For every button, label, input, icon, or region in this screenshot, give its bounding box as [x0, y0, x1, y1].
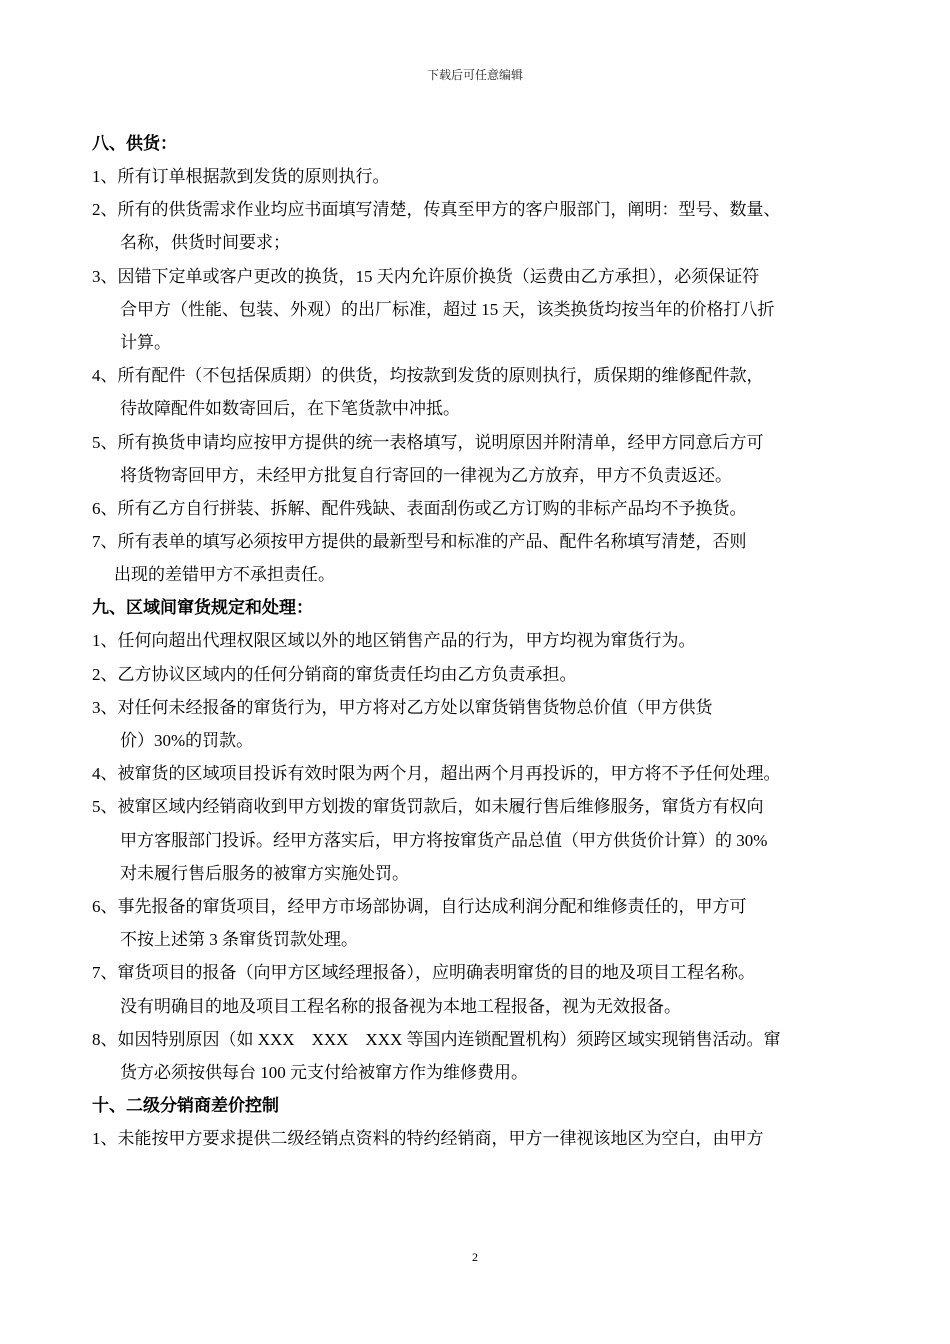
- item-line: 将货物寄回甲方，未经甲方批复自行寄回的一律视为乙方放弃，甲方不负责返还。: [120, 465, 732, 485]
- item-line: 8、如因特别原因（如 XXX XXX XXX 等国内连锁配置机构）须跨区域实现销售活动。窜: [92, 1029, 781, 1049]
- item-line: 6、所有乙方自行拼装、拆解、配件残缺、表面刮伤或乙方订购的非标产品均不予换货。: [92, 498, 747, 518]
- section-10-items: [92, 1127, 870, 1151]
- list-item: [92, 165, 870, 189]
- section-heading-8: 八、供货：: [92, 134, 177, 153]
- section-9-items: [92, 629, 870, 1084]
- section-heading-10: 十、二级分销商差价控制: [92, 1096, 279, 1116]
- item-line: 出现的差错甲方不承担责任。: [114, 565, 335, 585]
- list-item: [92, 1127, 870, 1151]
- item-line: 7、窜货项目的报备（向甲方区域经理报备），应明确表明窜货的目的地及项目工程名称。: [92, 963, 755, 983]
- list-item: [92, 198, 870, 255]
- item-line: 3、对任何未经报备的窜货行为，甲方将对乙方处以窜货销售货物总价值（甲方供货: [92, 697, 713, 717]
- item-line: 4、所有配件（不包括保质期）的供货，均按款到发货的原则执行，质保期的维修配件款，: [92, 366, 764, 386]
- list-item: [92, 265, 870, 355]
- item-line: 对未履行售后服务的被窜方实施处罚。: [120, 863, 409, 883]
- list-item: [92, 696, 870, 753]
- item-line: 6、事先报备的窜货项目，经甲方市场部协调，自行达成利润分配和维修责任的，甲方可: [92, 896, 747, 916]
- item-line: 7、所有表单的填写必须按甲方提供的最新型号和标准的产品、配件名称填写清楚，否则: [92, 532, 747, 552]
- item-line: 1、所有订单根据款到发货的原则执行。: [92, 167, 390, 186]
- item-line: 合甲方（性能、包装、外观）的出厂标准，超过 15 天，该类换货均按当年的价格打八折: [120, 299, 775, 319]
- list-item: [92, 895, 870, 952]
- page-number: 2: [472, 1250, 478, 1264]
- section-heading-9: 九、区域间窜货规定和处理：: [92, 598, 313, 618]
- list-item: [92, 795, 870, 885]
- list-item: [92, 364, 870, 421]
- list-item: [92, 663, 870, 687]
- item-line: 5、被窜区域内经销商收到甲方划拨的窜货罚款后，如未履行售后维修服务，窜货方有权向: [92, 797, 764, 817]
- list-item: [92, 629, 870, 653]
- list-item: [92, 961, 870, 1018]
- item-line: 5、所有换货申请均应按甲方提供的统一表格填写，说明原因并附清单，经甲方同意后方可: [92, 432, 764, 452]
- item-line: 没有明确目的地及项目工程名称的报备视为本地工程报备，视为无效报备。: [120, 996, 681, 1016]
- item-line: 不按上述第 3 条窜货罚款处理。: [120, 930, 358, 950]
- item-line: 价）30%的罚款。: [120, 731, 254, 750]
- header-note: 下载后可任意编辑: [426, 68, 523, 82]
- item-line: 1、未能按甲方要求提供二级经销点资料的特约经销商，甲方一律视该地区为空白，由甲方: [92, 1129, 764, 1149]
- document-body: [92, 132, 870, 1160]
- list-item: [92, 1028, 870, 1085]
- list-item: [92, 530, 870, 587]
- item-line: 名称，供货时间要求；: [120, 233, 290, 253]
- list-item: [92, 497, 870, 521]
- item-line: 2、所有的供货需求作业均应书面填写清楚，传真至甲方的客户服部门，阐明：型号、数量、: [92, 200, 781, 220]
- item-line: 1、任何向超出代理权限区域以外的地区销售产品的行为，甲方均视为窜货行为。: [92, 631, 696, 651]
- item-line: 计算。: [120, 332, 171, 352]
- item-line: 甲方客服部门投诉。经甲方落实后，甲方将按窜货产品总值（甲方供货价计算）的 30%: [120, 830, 768, 850]
- item-line: 货方必须按供每台 100 元支付给被窜方作为维修费用。: [120, 1062, 528, 1082]
- item-line: 待故障配件如数寄回后，在下笔货款中冲抵。: [120, 399, 460, 419]
- list-item: [92, 762, 870, 786]
- item-line: 4、被窜货的区域项目投诉有效时限为两个月，超出两个月再投诉的，甲方将不予任何处理。: [92, 764, 781, 784]
- section-8-items: [92, 165, 870, 587]
- item-line: 3、因错下定单或客户更改的换货，15 天内允许原价换货（运费由乙方承担），必须保证符: [92, 266, 760, 286]
- item-line: 2、乙方协议区域内的任何分销商的窜货责任均由乙方负责承担。: [92, 664, 577, 684]
- list-item: [92, 431, 870, 488]
